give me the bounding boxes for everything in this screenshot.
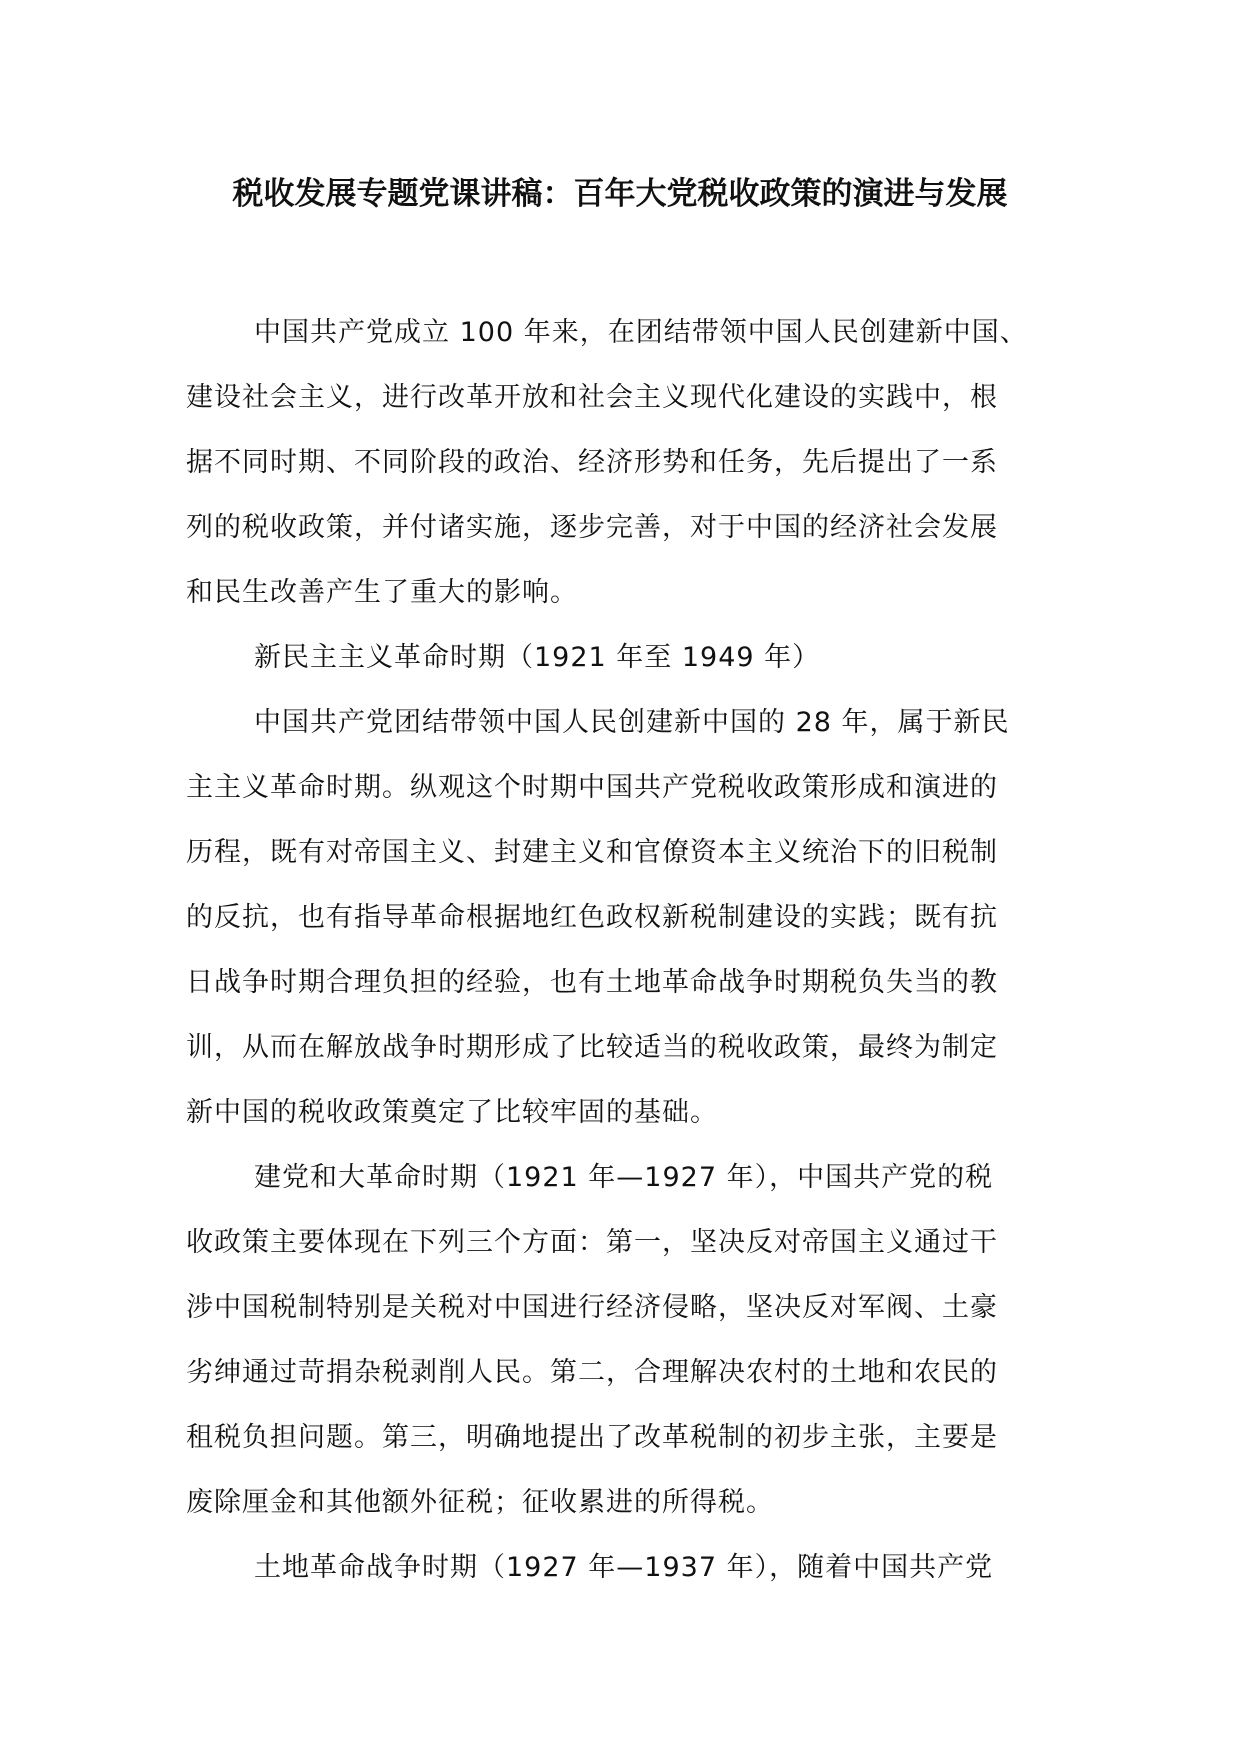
text-line: 中国共产党成立 100 年来，在团结带领中国人民创建新中国、 bbox=[254, 317, 1028, 348]
text-line: 日战争时期合理负担的经验，也有土地革命战争时期税负失当的教 bbox=[186, 967, 998, 998]
text-line: 新中国的税收政策奠定了比较牢固的基础。 bbox=[186, 1097, 718, 1128]
section-heading-new-democratic-revolution bbox=[186, 625, 1066, 690]
paragraph-founding-period bbox=[186, 1145, 1066, 1535]
section-heading: 新民主主义革命时期（1921 年至 1949 年） bbox=[254, 642, 821, 673]
text-line: 列的税收政策，并付诸实施，逐步完善，对于中国的经济社会发展 bbox=[186, 512, 998, 543]
text-line: 劣绅通过苛捐杂税剥削人民。第二，合理解决农村的土地和农民的 bbox=[186, 1357, 998, 1388]
text-line: 据不同时期、不同阶段的政治、经济形势和任务，先后提出了一系 bbox=[186, 447, 998, 478]
document-body bbox=[186, 300, 1066, 1600]
text-line: 土地革命战争时期（1927 年—1937 年），随着中国共产党 bbox=[254, 1552, 994, 1583]
paragraph-period-overview bbox=[186, 690, 1066, 1145]
text-line: 历程，既有对帝国主义、封建主义和官僚资本主义统治下的旧税制 bbox=[186, 837, 998, 868]
text-line: 中国共产党团结带领中国人民创建新中国的 28 年，属于新民 bbox=[254, 707, 1010, 738]
text-line: 建设社会主义，进行改革开放和社会主义现代化建设的实践中，根 bbox=[186, 382, 998, 413]
text-line: 涉中国税制特别是关税对中国进行经济侵略，坚决反对军阀、土豪 bbox=[186, 1292, 998, 1323]
text-line: 收政策主要体现在下列三个方面：第一，坚决反对帝国主义通过干 bbox=[186, 1227, 998, 1258]
text-line: 和民生改善产生了重大的影响。 bbox=[186, 577, 578, 608]
text-line: 训，从而在解放战争时期形成了比较适当的税收政策，最终为制定 bbox=[186, 1032, 998, 1063]
paragraph-land-revolution-period bbox=[186, 1535, 1066, 1600]
document-title: 税收发展专题党课讲稿：百年大党税收政策的演进与发展 bbox=[232, 176, 1008, 212]
paragraph-intro bbox=[186, 300, 1066, 625]
text-line: 主主义革命时期。纵观这个时期中国共产党税收政策形成和演进的 bbox=[186, 772, 998, 803]
text-line: 租税负担问题。第三，明确地提出了改革税制的初步主张，主要是 bbox=[186, 1422, 998, 1453]
text-line: 建党和大革命时期（1921 年—1927 年），中国共产党的税 bbox=[254, 1162, 994, 1193]
text-line: 的反抗，也有指导革命根据地红色政权新税制建设的实践；既有抗 bbox=[186, 902, 998, 933]
text-line: 废除厘金和其他额外征税；征收累进的所得税。 bbox=[186, 1487, 774, 1518]
